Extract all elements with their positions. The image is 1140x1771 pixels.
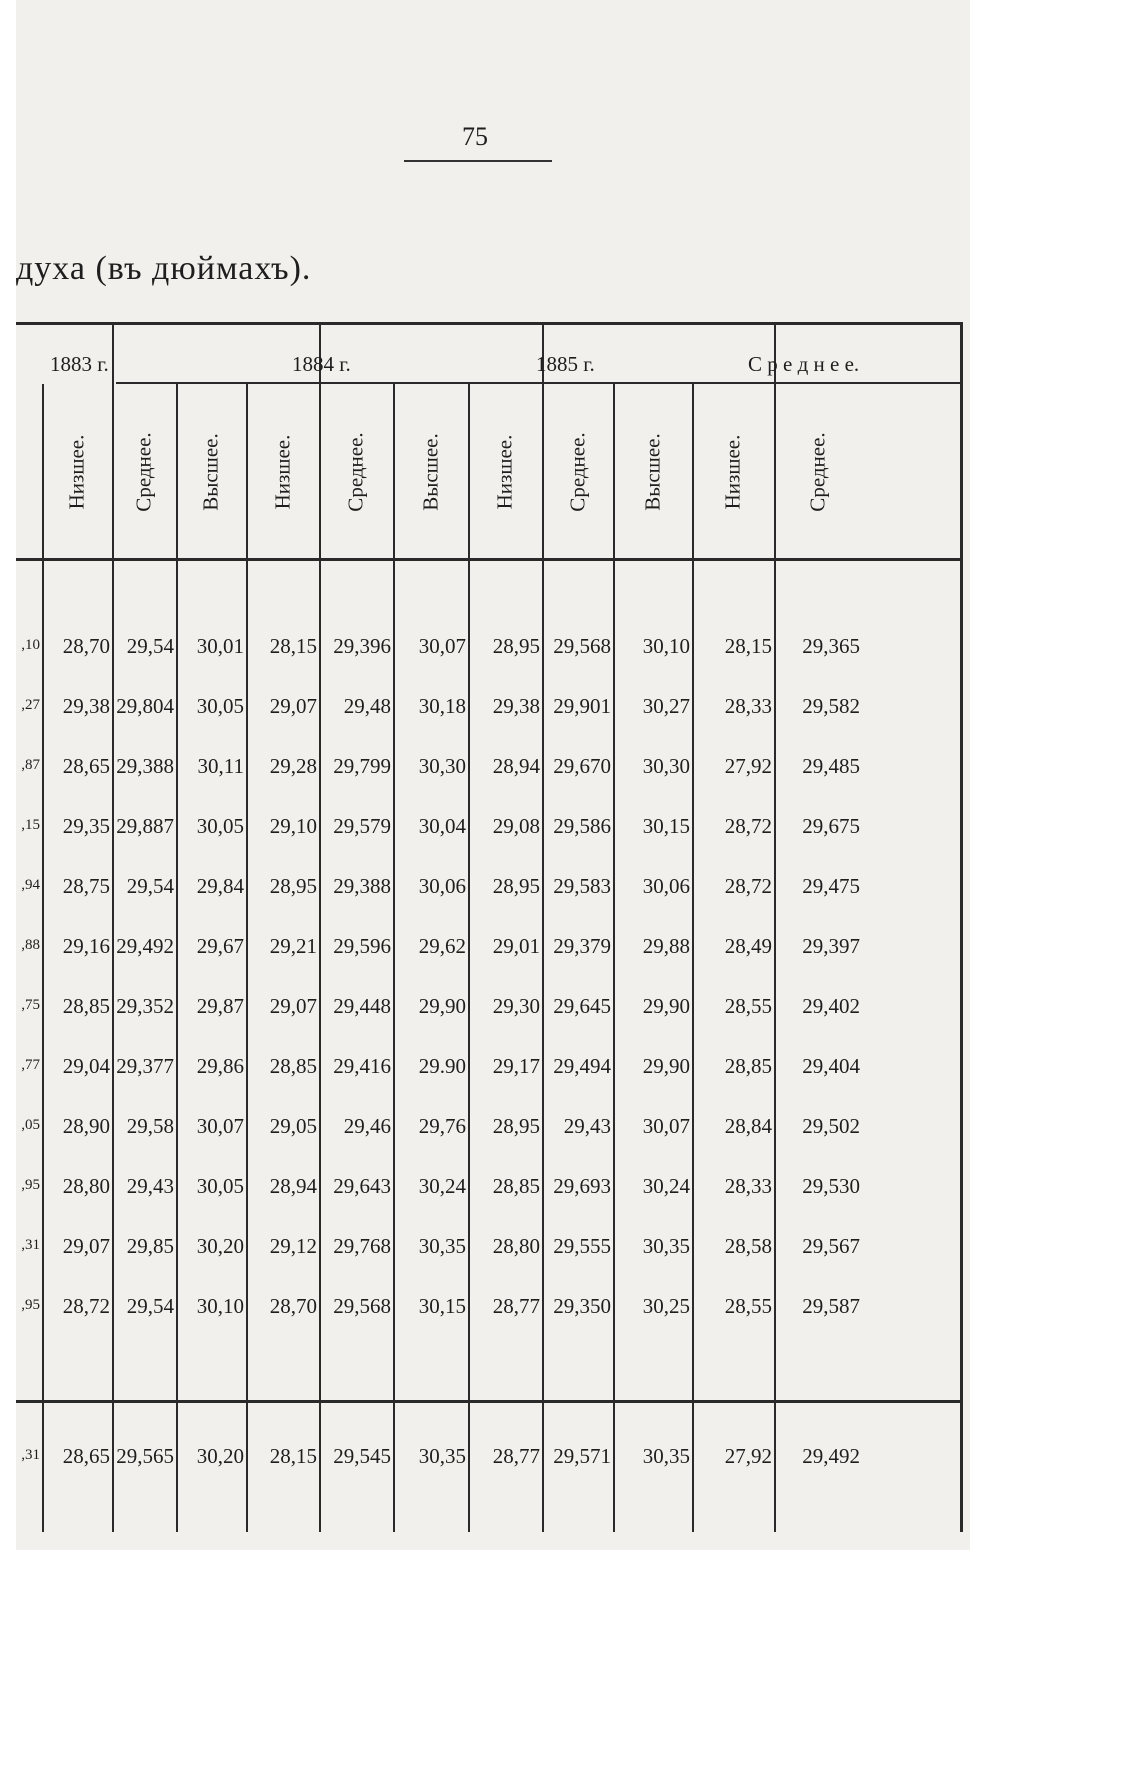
table-row-cell: 29,07: [269, 994, 317, 1018]
summary-row-cell: 30,35: [642, 1444, 690, 1468]
table-row-cell: 29,58: [126, 1114, 174, 1138]
table-row-cell: 30,18: [418, 694, 466, 718]
table-row-cell: 28,90: [62, 1114, 110, 1138]
table-row-cell: ,15: [21, 817, 40, 833]
table-row-cell: 28,80: [62, 1174, 110, 1198]
table-row-cell: 29,582: [802, 694, 860, 718]
table-row-cell: 29.90: [418, 1054, 466, 1078]
table-row-cell: 28,33: [724, 1174, 772, 1198]
table-row-cell: 28,95: [492, 1114, 540, 1138]
table-row-cell: 29,492: [116, 934, 174, 958]
column-header: Среднее.: [805, 432, 830, 512]
table-row-cell: 29,494: [553, 1054, 611, 1078]
table-row-cell: 30,35: [418, 1234, 466, 1258]
table-row-cell: 29,887: [116, 814, 174, 838]
table-row-cell: 29,85: [126, 1234, 174, 1258]
column-header: Низшее.: [720, 434, 745, 510]
column-header: Высшее.: [418, 433, 442, 511]
table-row-cell: 29,568: [553, 634, 611, 658]
column-header: Низшее.: [270, 434, 294, 510]
table-row-cell: ,87: [21, 757, 40, 773]
table-row-cell: 29,388: [116, 754, 174, 778]
column-header: Низшее.: [64, 434, 89, 510]
table-row-cell: ,05: [21, 1117, 40, 1133]
table-row-cell: 29,07: [62, 1234, 110, 1258]
summary-row-cell: 29,565: [116, 1444, 174, 1468]
table-row-cell: 29,01: [492, 934, 540, 958]
table-row-cell: 29,90: [642, 994, 690, 1018]
table-row-cell: 29,416: [333, 1054, 391, 1078]
column-header: Среднее.: [565, 432, 589, 512]
table-row-cell: 29,16: [62, 934, 110, 958]
summary-row-cell: 27,92: [724, 1444, 772, 1468]
summary-row-cell: 28,77: [492, 1444, 540, 1468]
table-row-cell: 29,530: [802, 1174, 860, 1198]
table-row-cell: 28,85: [492, 1174, 540, 1198]
table-row-cell: 29,768: [333, 1234, 391, 1258]
summary-row-cell: 30,35: [418, 1444, 466, 1468]
table-top-rule: [16, 322, 963, 325]
table-row-cell: 30,07: [196, 1114, 244, 1138]
table-row-cell: 28,75: [62, 874, 110, 898]
table-row-cell: 29,76: [418, 1114, 466, 1138]
table-row-cell: 29,379: [553, 934, 611, 958]
table-row-cell: 28,15: [724, 634, 772, 658]
table-row-cell: 29,54: [126, 874, 174, 898]
table-row-cell: 29,586: [553, 814, 611, 838]
table-row-cell: 29,54: [126, 634, 174, 658]
table-row-cell: 29,448: [333, 994, 391, 1018]
table-row-cell: 29,579: [333, 814, 391, 838]
table-row-cell: 30,11: [197, 754, 244, 778]
table-row-cell: 29,388: [333, 874, 391, 898]
table-row-cell: 29,365: [802, 634, 860, 658]
column-header: Низшее.: [492, 434, 517, 510]
table-row-cell: 29,07: [269, 694, 317, 718]
table-row-cell: 30,24: [418, 1174, 466, 1198]
table-row-cell: 29,28: [269, 754, 317, 778]
table-row-cell: 28,94: [269, 1174, 317, 1198]
table-row-cell: 29,30: [492, 994, 540, 1018]
table-row-cell: 29,397: [802, 934, 860, 958]
table-row-cell: 28,95: [492, 634, 540, 658]
table-row-cell: 28,80: [492, 1234, 540, 1258]
summary-row-cell: 29,545: [333, 1444, 391, 1468]
summary-row-cell: ,31: [21, 1447, 40, 1463]
summary-row-cell: 30,20: [196, 1444, 244, 1468]
table-row-cell: 29,90: [642, 1054, 690, 1078]
column-header: Высшее.: [640, 433, 664, 511]
table-row-cell: 29,404: [802, 1054, 860, 1078]
table-row-cell: 30,04: [418, 814, 466, 838]
table-row-cell: 29,43: [563, 1114, 611, 1138]
table-row-cell: 30,24: [642, 1174, 690, 1198]
table-row-cell: 28,72: [724, 874, 772, 898]
table-row-cell: 28,15: [269, 634, 317, 658]
table-row-cell: 30,05: [196, 1174, 244, 1198]
table-row-cell: 30,27: [642, 694, 690, 718]
table-row-cell: 30,06: [642, 874, 690, 898]
table-row-cell: 29,804: [116, 694, 174, 718]
total-rule: [16, 1400, 963, 1403]
table-row-cell: 29,485: [802, 754, 860, 778]
column-header: Среднее.: [343, 432, 368, 512]
summary-row-cell: 29,492: [802, 1444, 860, 1468]
table-row-cell: 29,402: [802, 994, 860, 1018]
column-rule: [542, 322, 544, 1532]
table-row-cell: 29,587: [802, 1294, 860, 1318]
year-header: 1883 г.: [50, 352, 109, 376]
table-row-cell: 30,35: [642, 1234, 690, 1258]
table-row-cell: 29,10: [269, 814, 317, 838]
table-row-cell: ,31: [21, 1237, 40, 1253]
table-row-cell: ,77: [21, 1057, 40, 1073]
table-row-cell: 29,62: [418, 934, 466, 958]
table-row-cell: 29,555: [553, 1234, 611, 1258]
table-row-cell: ,10: [21, 637, 40, 653]
table-row-cell: 28,55: [724, 1294, 772, 1318]
header-bottom-rule: [16, 558, 963, 561]
table-row-cell: 29,46: [343, 1114, 391, 1138]
table-row-cell: 28,95: [269, 874, 317, 898]
table-row-cell: 30,07: [642, 1114, 690, 1138]
table-row-cell: 28,55: [724, 994, 772, 1018]
table-row-cell: 29,799: [333, 754, 391, 778]
year-header: 1885 г.: [536, 352, 595, 376]
table-row-cell: 30,05: [196, 694, 244, 718]
table-row-cell: 28,85: [62, 994, 110, 1018]
year-header: 1884 г.: [292, 352, 351, 376]
table-row-cell: 28,33: [724, 694, 772, 718]
table-row-cell: ,94: [21, 877, 40, 893]
table-row-cell: 28,94: [492, 754, 540, 778]
table-row-cell: 30,15: [642, 814, 690, 838]
table-row-cell: 30,06: [418, 874, 466, 898]
table-row-cell: 29,84: [196, 874, 244, 898]
table-row-cell: 27,92: [724, 754, 772, 778]
table-row-cell: 29,352: [116, 994, 174, 1018]
table-row-cell: 29,901: [553, 694, 611, 718]
table-row-cell: 29,693: [553, 1174, 611, 1198]
table-row-cell: 30,10: [642, 634, 690, 658]
table-row-cell: 29,04: [62, 1054, 110, 1078]
table-row-cell: 29,377: [116, 1054, 174, 1078]
table-row-cell: 29,87: [196, 994, 244, 1018]
table-row-cell: 28,70: [269, 1294, 317, 1318]
table-row-cell: 28,84: [724, 1114, 772, 1138]
table-row-cell: 29,350: [553, 1294, 611, 1318]
table-row-cell: 30,20: [196, 1234, 244, 1258]
table-row-cell: 28,77: [492, 1294, 540, 1318]
page-number-rule: [404, 160, 552, 162]
table-row-cell: 30,15: [418, 1294, 466, 1318]
year-header: С р е д н е е.: [748, 352, 860, 376]
table-row-cell: 29,502: [802, 1114, 860, 1138]
table-row-cell: 29,38: [492, 694, 540, 718]
data-table: [16, 322, 963, 1552]
table-row-cell: 28,70: [62, 634, 110, 658]
table-row-cell: 29,567: [802, 1234, 860, 1258]
table-row-cell: 29,43: [126, 1174, 174, 1198]
table-row-cell: 28,85: [269, 1054, 317, 1078]
table-row-cell: 30,07: [418, 634, 466, 658]
table-row-cell: 29,568: [333, 1294, 391, 1318]
table-row-cell: 29,05: [269, 1114, 317, 1138]
table-row-cell: 29,17: [492, 1054, 540, 1078]
page-number: 75: [462, 122, 488, 151]
table-row-cell: 28,72: [724, 814, 772, 838]
table-row-cell: 29,67: [196, 934, 244, 958]
page-title: духа (въ дюймахъ).: [16, 250, 312, 287]
column-header: Среднее.: [131, 432, 156, 512]
column-header: Высшее.: [198, 433, 223, 511]
year-header-rule: [116, 382, 963, 384]
table-row-cell: ,27: [21, 697, 40, 713]
table-row-cell: 29,583: [553, 874, 611, 898]
summary-row-cell: 28,65: [62, 1444, 110, 1468]
table-row-cell: 29,38: [62, 694, 110, 718]
column-rule: [774, 322, 776, 1532]
table-row-cell: 30,01: [196, 634, 244, 658]
table-row-cell: 28,58: [724, 1234, 772, 1258]
table-row-cell: 28,49: [724, 934, 772, 958]
table-row-cell: 29,35: [62, 814, 110, 838]
summary-row-cell: 29,571: [553, 1444, 611, 1468]
table-row-cell: 29,21: [269, 934, 317, 958]
table-row-cell: ,88: [21, 937, 40, 953]
table-row-cell: 29,08: [492, 814, 540, 838]
table-row-cell: 29,86: [196, 1054, 244, 1078]
table-row-cell: 28,85: [724, 1054, 772, 1078]
table-row-cell: 30,10: [196, 1294, 244, 1318]
table-row-cell: 29,643: [333, 1174, 391, 1198]
column-rule: [319, 322, 321, 1532]
summary-row-cell: 28,15: [269, 1444, 317, 1468]
table-row-cell: 30,25: [642, 1294, 690, 1318]
table-row-cell: 29,675: [802, 814, 860, 838]
table-row-cell: 29,90: [418, 994, 466, 1018]
table-row-cell: 28,95: [492, 874, 540, 898]
table-row-cell: ,75: [21, 997, 40, 1013]
table-row-cell: 30,30: [418, 754, 466, 778]
table-row-cell: 28,72: [62, 1294, 110, 1318]
table-row-cell: ,95: [21, 1297, 40, 1313]
table-right-rule: [960, 322, 963, 1532]
table-row-cell: 29,645: [553, 994, 611, 1018]
table-row-cell: 29,48: [343, 694, 391, 718]
table-row-cell: 29,88: [642, 934, 690, 958]
table-row-cell: 29,670: [553, 754, 611, 778]
table-row-cell: 29,12: [269, 1234, 317, 1258]
table-row-cell: 29,54: [126, 1294, 174, 1318]
table-row-cell: 29,596: [333, 934, 391, 958]
table-row-cell: 28,65: [62, 754, 110, 778]
table-row-cell: 29,396: [333, 634, 391, 658]
table-row-cell: 29,475: [802, 874, 860, 898]
column-rule: [112, 322, 114, 1532]
table-row-cell: ,95: [21, 1177, 40, 1193]
table-row-cell: 30,05: [196, 814, 244, 838]
table-row-cell: 30,30: [642, 754, 690, 778]
